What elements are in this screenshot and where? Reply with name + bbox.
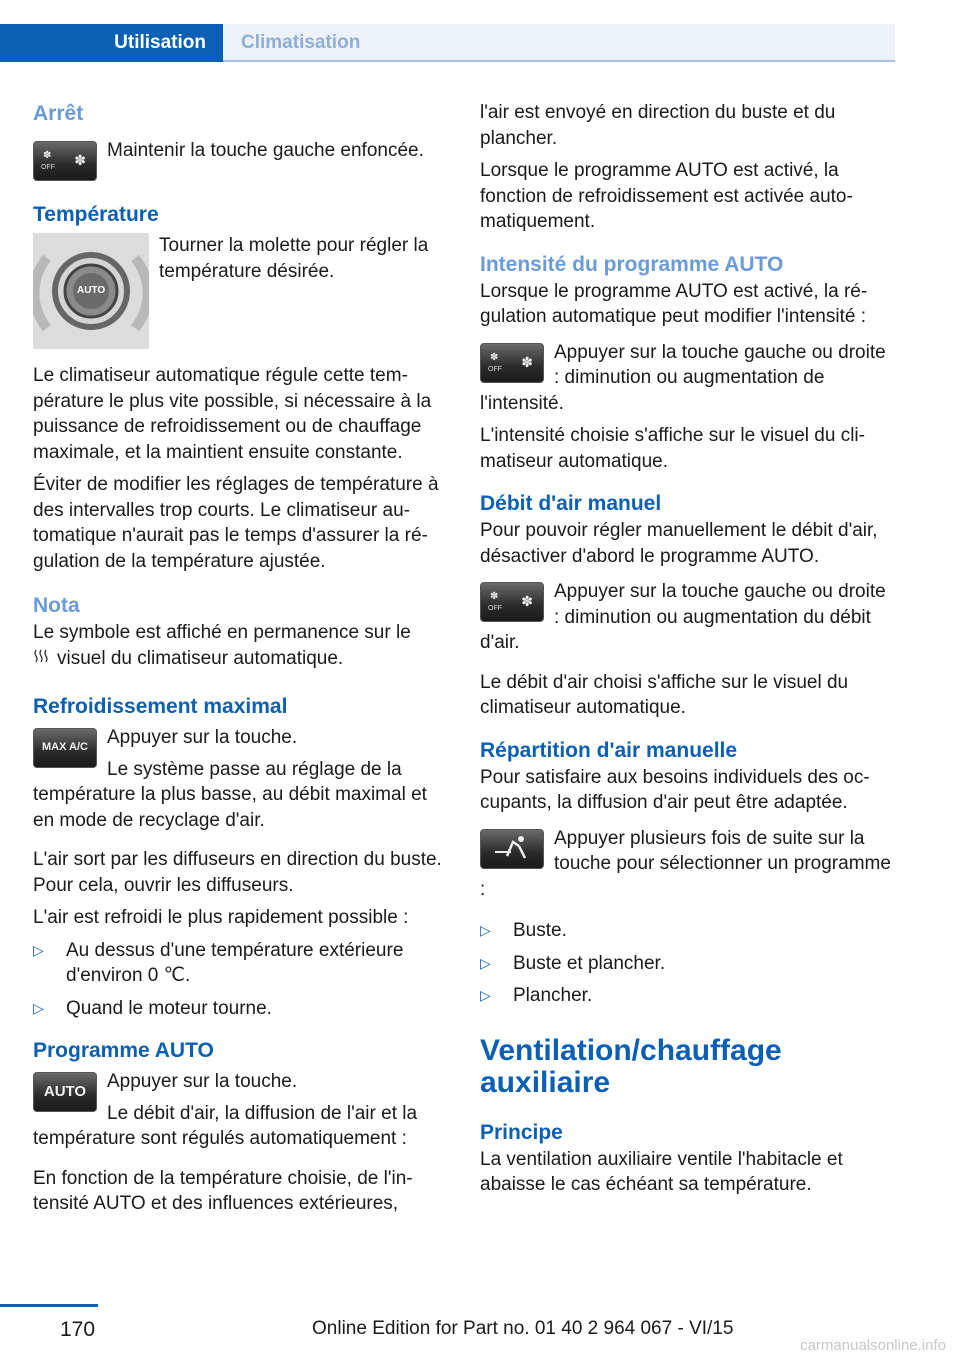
list-item: ▷ Buste et plancher.	[480, 951, 895, 977]
arret-text: Maintenir la touche gauche enfoncée.	[107, 140, 424, 161]
tab-climatisation[interactable]: Climatisation	[223, 24, 895, 62]
fan-small-icon: ✽	[43, 150, 52, 161]
repartition-text: Appuyer plusieurs fois de suite sur la touche pour sélectionner un programme :	[480, 827, 891, 900]
heat-waves-icon	[33, 646, 51, 672]
refroidissement-paragraph-2: L'air est refroidi le plus rapidement possible :	[33, 907, 409, 928]
watermark: carmanualsonline.info	[800, 1337, 946, 1354]
left-column	[33, 100, 448, 1217]
tab-utilisation[interactable]: Utilisation	[0, 24, 223, 62]
intensite-paragraph-1: Lorsque le programme AUTO est activé, la régulation automatique peut modifier l'intensité :	[480, 280, 868, 327]
fan-icon: ✽	[521, 593, 533, 609]
section-title-principe: Principe	[480, 1120, 563, 1144]
section-title-debit: Débit d'air manuel	[480, 492, 662, 515]
refroidissement-text-2: Le système passe au réglage de la température la plus basse, au débit maximal et en mode de recyclage d'air.	[33, 758, 427, 831]
list-item: ▷ Plancher.	[480, 983, 895, 1009]
section-title-refroidissement: Refroidissement maximal	[33, 695, 288, 718]
nota-text-line-1: Le symbole est affiché en permanence sur le	[33, 622, 411, 643]
triangle-bullet-icon: ▷	[480, 987, 491, 1003]
auto-text-1: Appuyer sur la touche.	[107, 1071, 298, 1092]
temperature-paragraph-1: Le climatiseur automatique régule cette température le plus vite possible, si nécessaire à la puissance de refroidissement ou de chauffage maximale, et la maintient ensuite constante.	[33, 365, 432, 463]
section-title-arret: Arrêt	[33, 102, 84, 125]
air-distribution-button-icon	[480, 829, 544, 869]
right-column	[480, 100, 895, 1198]
auto-label: AUTO	[43, 1083, 87, 1100]
temperature-paragraph-2: Éviter de modifier les réglages de température à des intervalles trop courts. Le climatiseur automatique n'aurait pas le temps d'assurer la régulation de la température ajustée.	[33, 474, 439, 572]
triangle-bullet-icon: ▷	[480, 954, 491, 971]
triangle-bullet-icon: ▷	[33, 941, 44, 958]
section-title-intensite: Intensité du programme AUTO	[480, 252, 784, 276]
page-header	[0, 0, 960, 62]
list-item: ▷ Au dessus d'une température extérieure d'environ 0 ℃.	[33, 939, 404, 986]
debit-paragraph-2: Le débit d'air choisi s'affiche sur le visuel du climatiseur automatique.	[480, 671, 849, 718]
fan-icon: ✽	[74, 152, 86, 168]
section-title-programme-auto: Programme AUTO	[33, 1039, 214, 1062]
list-item: ▷ Quand le moteur tourne.	[33, 996, 448, 1022]
triangle-bullet-icon: ▷	[33, 999, 44, 1016]
off-fan-button-icon	[480, 582, 544, 622]
off-label: OFF	[488, 365, 502, 373]
debit-paragraph-1: Pour pouvoir régler manuellement le débit d'air, désactiver d'abord le programme AUTO.	[480, 520, 878, 567]
off-label: OFF	[488, 605, 502, 612]
off-label: OFF	[41, 164, 55, 171]
refroidissement-bullet-list	[33, 938, 448, 1022]
page-number: 170	[60, 1318, 96, 1341]
list-item: ▷ Buste.	[480, 918, 895, 944]
max-ac-button-icon	[33, 728, 97, 768]
continuation-paragraph-1: l'air est envoyé en direction du buste et du plancher.	[480, 102, 836, 149]
fan-small-icon: ✽	[490, 591, 499, 602]
section-title-nota: Nota	[33, 594, 80, 617]
auto-button-icon	[33, 1072, 97, 1112]
section-title-temperature: Température	[33, 203, 159, 226]
nota-text-line-2: visuel du climatiseur automatique.	[57, 647, 344, 669]
repartition-bullet-list	[480, 918, 895, 1009]
off-fan-button-icon	[33, 141, 97, 181]
off-fan-button-icon	[480, 343, 544, 383]
header-divider	[223, 60, 895, 62]
refroidissement-paragraph-1: L'air sort par les diffuseurs en direction du buste. Pour cela, ouvrir les diffuseurs.	[33, 849, 442, 896]
fan-icon: ✽	[521, 353, 533, 370]
edition-note: Online Edition for Part no. 01 40 2 964 067 - VI/15	[312, 1318, 734, 1339]
triangle-bullet-icon: ▷	[480, 922, 491, 938]
auto-paragraph-1: En fonction de la température choisie, de l'intensité AUTO et des influences extérieures,	[33, 1167, 413, 1214]
chapter-title-ventilation: Ventilation/chauffage auxiliaire	[480, 1033, 782, 1099]
refroidissement-text-1: Appuyer sur la touche.	[107, 727, 298, 748]
intensite-paragraph-2: L'intensité choisie s'affiche sur le visuel du climatiseur automatique.	[480, 425, 865, 472]
max-ac-label: MAX A/C	[41, 741, 89, 753]
fan-small-icon: ✽	[490, 351, 499, 363]
temperature-text: Tourner la molette pour régler la température désirée.	[159, 235, 429, 282]
intensite-text: Appuyer sur la touche gauche ou droite : diminution ou augmentation de l'intensité.	[480, 341, 886, 414]
repartition-paragraph-1: Pour satisfaire aux besoins individuels des occupants, la diffusion d'air peut être adaptée.	[480, 766, 870, 813]
knob-auto-label: AUTO	[77, 285, 106, 296]
temperature-knob-icon	[33, 233, 149, 349]
continuation-paragraph-2: Lorsque le programme AUTO est activé, la fonction de refroidissement est activée automatiquement.	[480, 160, 853, 232]
debit-text: Appuyer sur la touche gauche ou droite : diminution ou augmentation du débit d'air.	[480, 581, 886, 653]
section-title-repartition: Répartition d'air manuelle	[480, 738, 738, 762]
principe-paragraph-1: La ventilation auxiliaire ventile l'habitacle et abaisse le cas échéant sa température.	[480, 1148, 843, 1195]
auto-text-2: Le débit d'air, la diffusion de l'air et la température sont régulés automatiquement :	[33, 1102, 418, 1149]
footer-rule	[0, 1304, 98, 1307]
